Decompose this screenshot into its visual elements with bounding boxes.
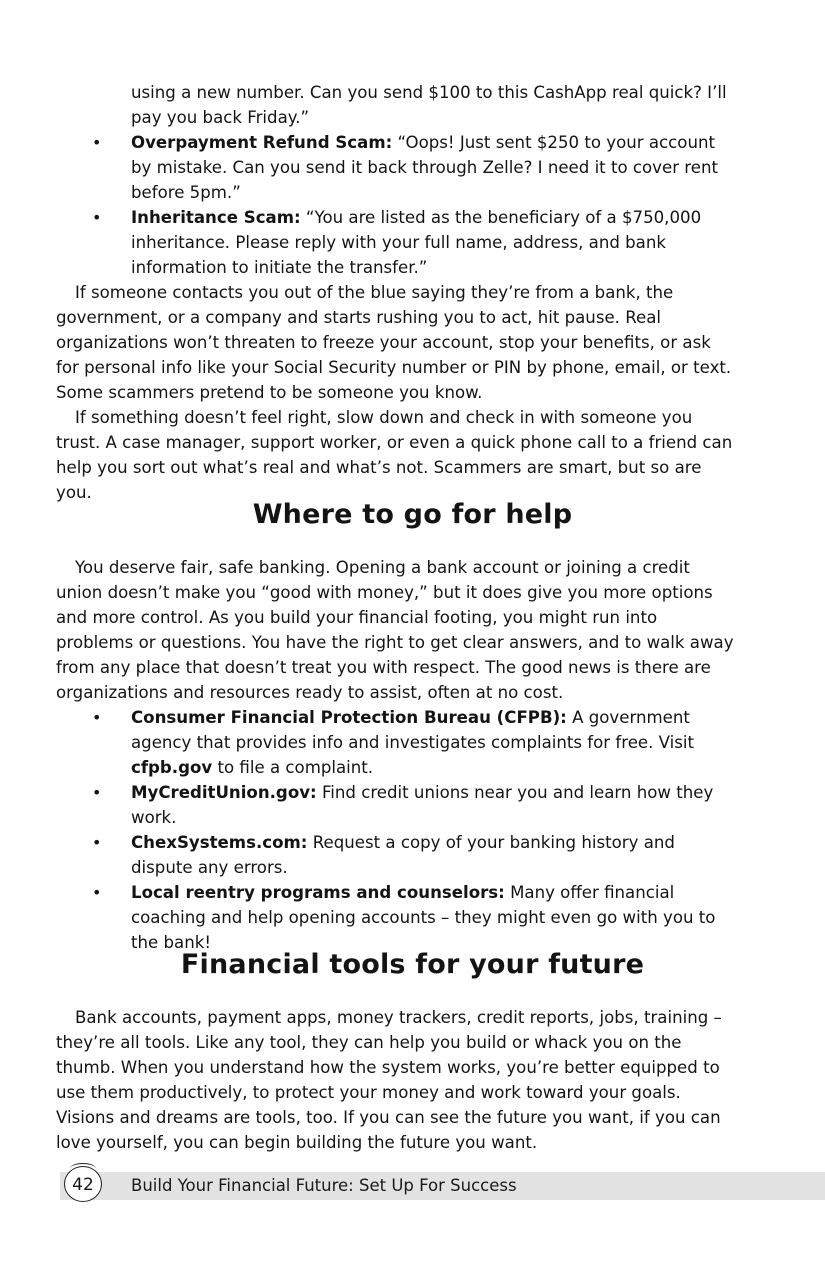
- tools-body: [56, 1005, 736, 1155]
- resource-description: A government agency that provides info and investigates complaints for free. Visit: [131, 708, 695, 752]
- resource-description: Many offer financial coaching and help opening accounts – they might even go with you to the bank!: [131, 883, 716, 952]
- list-item: [56, 830, 736, 880]
- list-item: [56, 705, 736, 780]
- paragraph: If something doesn’t feel right, slow down and check in with someone you trust. A case manager, support worker, or even a quick phone call to a friend can help you sort out what’s real and what’s not. Scammers are smart, but so are you.: [56, 408, 733, 502]
- scam-examples-list: [56, 130, 736, 280]
- section-heading-tools: Financial tools for your future: [180, 949, 645, 980]
- bullet-icon: •: [92, 708, 102, 727]
- help-intro: [56, 555, 736, 705]
- resource-name: MyCreditUnion.gov:: [131, 783, 317, 802]
- paragraph: You deserve fair, safe banking. Opening a bank account or joining a credit union doesn’t make you “good with money,” but it does give you more options and more control. As you build your financial footing, you might run into problems or questions. You have the right to get clear answers, and to walk away from any place that doesn’t treat you with respect. The good news is there are organizations and resources ready to assist, often at no cost.: [56, 558, 734, 702]
- scam-description: “You are listed as the beneficiary of a $750,000 inheritance. Please reply with your full name, address, and bank information to initiate the transfer.”: [131, 208, 702, 277]
- bullet-icon: •: [92, 133, 102, 152]
- list-item: [56, 780, 736, 830]
- resource-description: Find credit unions near you and learn how they work.: [131, 783, 714, 827]
- paragraph: Bank accounts, payment apps, money trackers, credit reports, jobs, training – they’re all tools. Like any tool, they can help you build or whack you on the thumb. When you understand how the system works, you’re better equipped to use them productively, to protect your money and work toward your goals. Visions and dreams are tools, too. If you can see the future you want, if you can love yourself, you can begin building the future you want.: [56, 1008, 722, 1152]
- section-heading-help: Where to go for help: [252, 499, 573, 530]
- resource-name: ChexSystems.com:: [131, 833, 308, 852]
- page-number: 42: [64, 1166, 102, 1202]
- footer-running-title: Build Your Financial Future: Set Up For Success: [131, 1176, 517, 1195]
- scam-term: Inheritance Scam:: [131, 208, 301, 227]
- scam-description: “Oops! Just sent $250 to your account by mistake. Can you send it back through Zelle? I need it to cover rent before 5pm.”: [131, 133, 718, 202]
- bullet-icon: •: [92, 883, 102, 902]
- paragraph: If someone contacts you out of the blue saying they’re from a bank, the government, or a company and starts rushing you to act, hit pause. Real organizations won’t threaten to freeze your account, stop your benefits, or ask for personal info like your Social Security number or PIN by phone, email, or text. Some scammers pretend to be someone you know.: [56, 283, 732, 402]
- cfpb-link[interactable]: cfpb.gov: [131, 758, 213, 777]
- bullet-icon: •: [92, 208, 102, 227]
- continuation-line-2: pay you back Friday.”: [131, 108, 310, 127]
- resource-description: Request a copy of your banking history and dispute any errors.: [131, 833, 675, 877]
- scam-advice: [56, 280, 736, 505]
- resource-name: Local reentry programs and counselors:: [131, 883, 505, 902]
- resource-description-end: to file a complaint.: [212, 758, 374, 777]
- page-number-ornament: [70, 1163, 96, 1174]
- previous-bullet-continuation: [56, 80, 736, 130]
- list-item: [56, 205, 736, 280]
- bullet-icon: •: [92, 783, 102, 802]
- list-item: [56, 880, 736, 955]
- scam-term: Overpayment Refund Scam:: [131, 133, 393, 152]
- bullet-icon: •: [92, 833, 102, 852]
- help-resources-list: [56, 705, 736, 955]
- continuation-line-1: using a new number. Can you send $100 to this CashApp real quick? I’ll: [131, 83, 727, 102]
- list-item: [56, 130, 736, 205]
- resource-name: Consumer Financial Protection Bureau (CFPB):: [131, 708, 567, 727]
